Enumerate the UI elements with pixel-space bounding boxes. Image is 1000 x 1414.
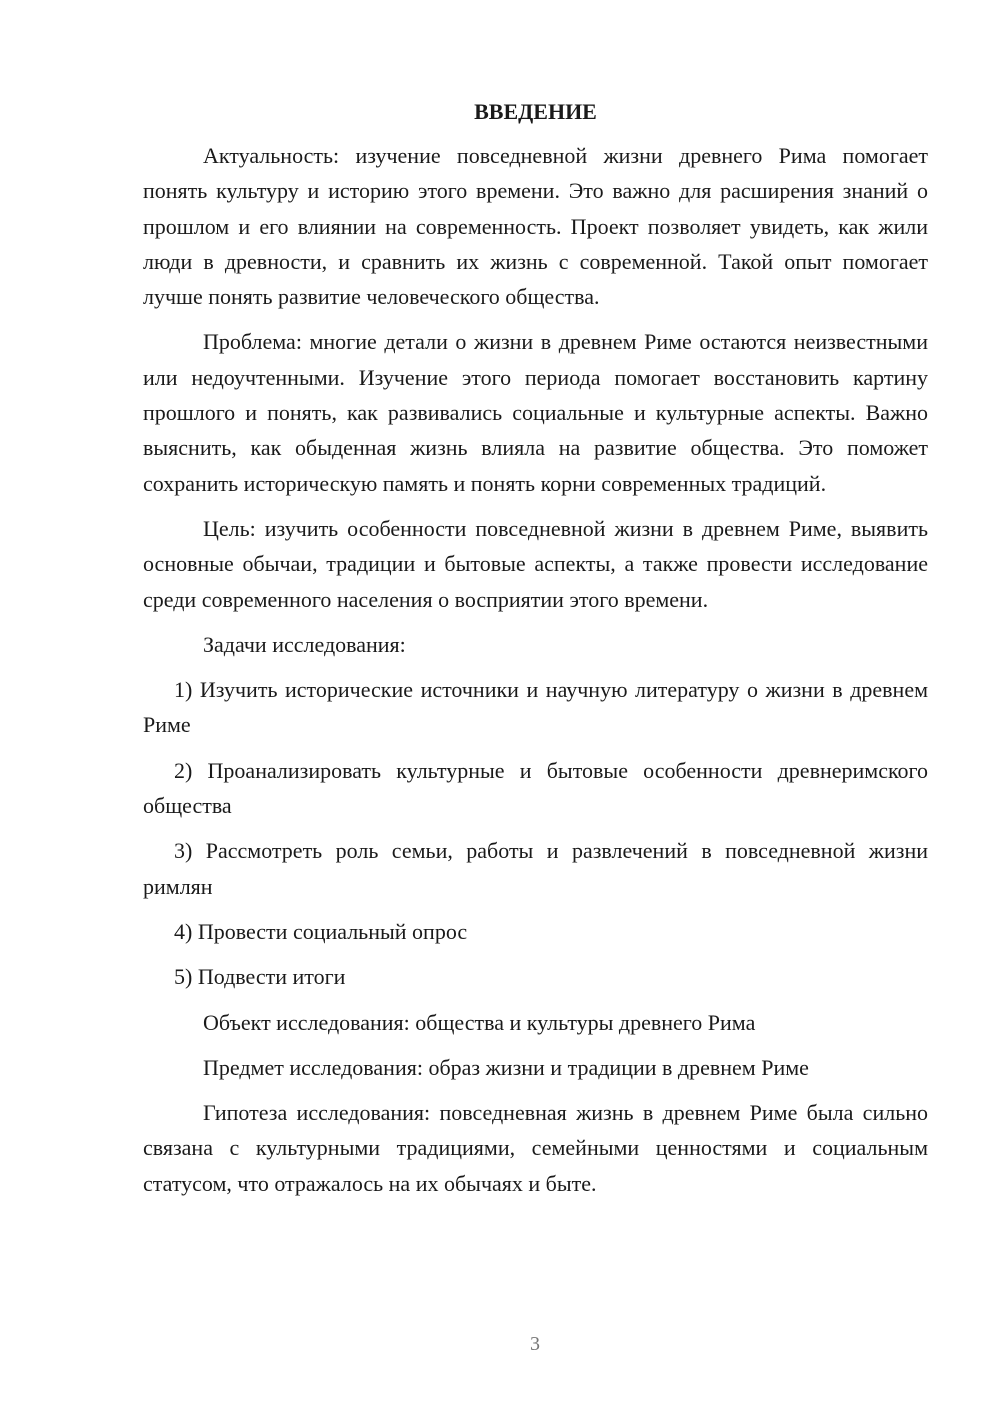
subject-paragraph: Предмет исследования: образ жизни и традиции в древнем Риме	[203, 1054, 809, 1080]
document-page	[143, 96, 928, 1211]
tasks-heading: Задачи исследования:	[203, 631, 406, 657]
page-title: ВВЕДЕНИЕ	[474, 99, 597, 124]
task-item-1: 1) Изучить исторические источники и научную литературу о жизни в древнем Риме	[143, 677, 928, 738]
task-item-2: 2) Проанализировать культурные и бытовые особенности древнеримского общества	[143, 757, 928, 819]
page-number: 3	[530, 1333, 540, 1355]
problem-paragraph: Проблема: многие детали о жизни в древнем Риме остаются неизвестными или недоучтенными. Изучение этого периода помогает восстановить картину прошлого и понять, как развивались социальные и культурные аспекты. Важно выяснить, как обыденная жизнь влияла на развитие общества. Это поможет сохранить историческую память и понять корни современных традиций.	[143, 329, 928, 496]
hypothesis-paragraph: Гипотеза исследования: повседневная жизнь в древнем Риме была сильно связана с культурными традициями, семейными ценностями и социальным статусом, что отражалось на их обычаях и быте.	[143, 1100, 928, 1196]
task-item-4: 4) Провести социальный опрос	[174, 918, 468, 944]
task-item-3: 3) Рассмотреть роль семьи, работы и развлечений в повседневной жизни римлян	[143, 838, 928, 899]
object-paragraph: Объект исследования: общества и культуры древнего Рима	[203, 1009, 756, 1035]
task-item-5: 5) Подвести итоги	[174, 964, 346, 990]
goal-paragraph: Цель: изучить особенности повседневной жизни в древнем Риме, выявить основные обычаи, традиции и бытовые аспекты, а также провести исследование среди современного населения о восприятии этого времени.	[143, 515, 928, 612]
relevance-paragraph: Актуальность: изучение повседневной жизни древнего Рима помогает понять культуру и историю этого времени. Это важно для расширения знаний о прошлом и его влиянии на современность. Проект позволяет увидеть, как жили люди в древности, и сравнить их жизнь с современной. Такой опыт помогает лучше понять развитие человеческого общества.	[143, 143, 928, 310]
